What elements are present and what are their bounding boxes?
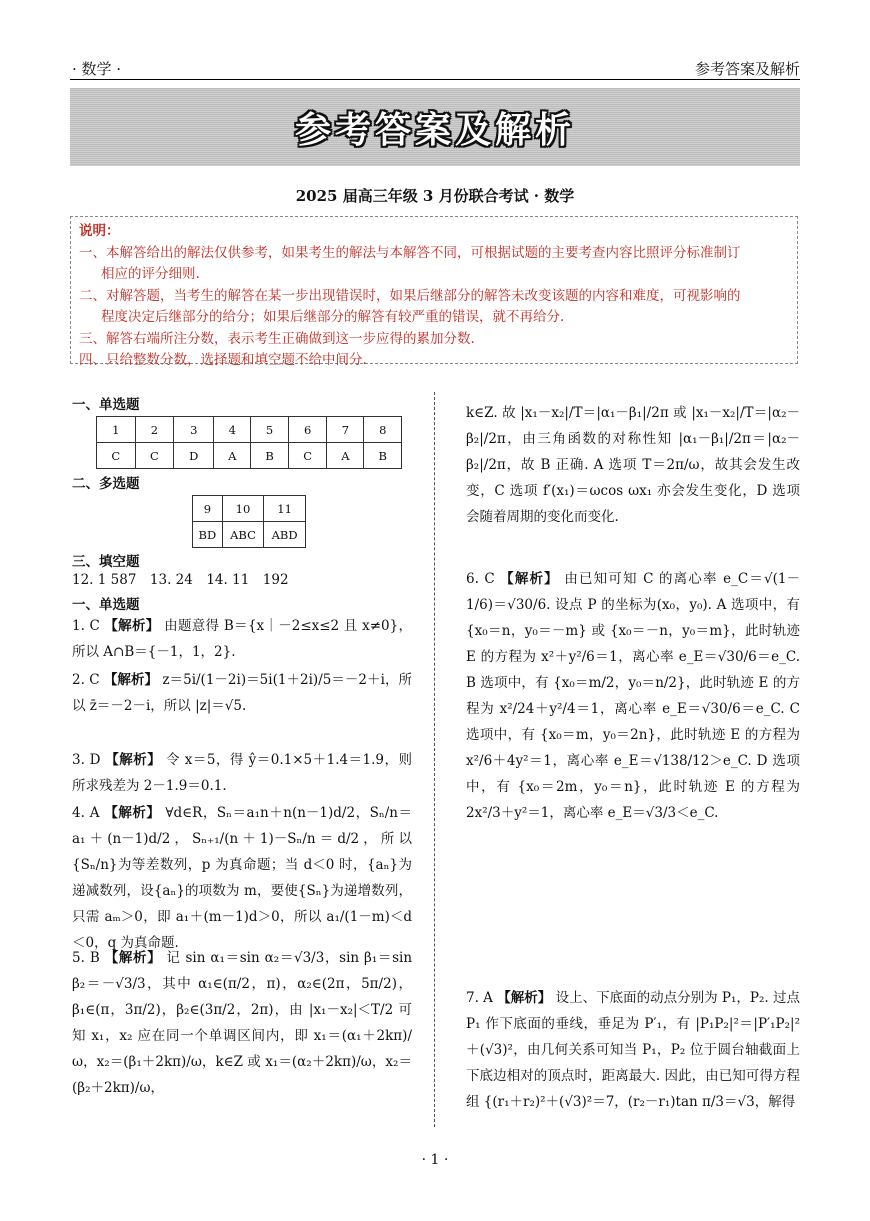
question-number: 8 <box>364 417 402 443</box>
question-number: 9 <box>193 496 223 522</box>
answer-cell: C <box>97 443 136 469</box>
item-text: 令 x＝5，得 ŷ＝0.1×5＋1.4＝1.9，则所求残差为 2－1.9＝0.1. <box>72 752 412 794</box>
solution-item-5-continued <box>466 400 800 530</box>
header-rule <box>70 79 800 80</box>
item-text: z＝5i/(1－2i)＝5i(1＋2i)/5＝－2＋i，所以 z̄＝－2－i，所以 |z|＝√5. <box>72 672 412 714</box>
section-single-choice-solutions: 一、单选题 <box>72 597 140 613</box>
instructions-title: 说明： <box>79 223 120 239</box>
instructions-box <box>70 216 798 368</box>
analysis-tag: 【解析】 <box>104 618 160 634</box>
question-number: 11 <box>264 496 306 522</box>
item-text: 设上、下底面的动点分别为 P₁，P₂. 过点 P₁ 作下底面的垂线，垂足为 P′₁，有 |P₁P₂|²＝|P′₁P₂|²＋(√3)²，由几何关系可知当 P₁，P₂ 位于圆台轴截面上下底边相对的顶点时，距离最大. 因此，由已知可得方程组 {(r₁＋r₂)²＋(√3)²＝7，(r₂－r₁)tan π/3＝√3，解得 <box>466 990 801 1110</box>
answer-cell: D <box>174 443 214 469</box>
instruction-line: 相应的评分细则. <box>101 266 200 282</box>
item-number: 4. A <box>72 805 100 821</box>
answer-cell: BD <box>193 522 223 548</box>
section-single-choice: 一、单选题 <box>72 397 140 413</box>
question-number: 1 <box>97 417 136 443</box>
instruction-line: 程度决定后继部分的给分；如果后继部分的解答有较严重的错误，就不再给分. <box>101 309 565 325</box>
instruction-line: 一、本解答给出的解法仅供参考，如果考生的解法与本解答不同，可根据试题的主要考查内容比照评分标准制订 <box>79 244 741 261</box>
answer-cell: ABC <box>222 522 263 548</box>
item-number: 6. C <box>466 571 495 587</box>
solution-item-3 <box>72 747 412 799</box>
question-number: 7 <box>327 417 364 443</box>
question-number: 10 <box>222 496 263 522</box>
analysis-tag: 【解析】 <box>105 752 162 768</box>
header-subject: · 数学 · <box>72 60 122 78</box>
multi-choice-table <box>192 495 306 548</box>
question-number: 6 <box>288 417 327 443</box>
answer-cell: B <box>251 443 288 469</box>
question-number: 4 <box>214 417 251 443</box>
answer-cell: B <box>364 443 402 469</box>
analysis-tag: 【解析】 <box>103 672 159 688</box>
question-number: 5 <box>251 417 288 443</box>
item-text: 记 sin α₁＝sin α₂＝√3/3，sin β₁＝sin β₂＝－√3/3，其中 α₁∈(π/2，π)，α₂∈(2π，5π/2)，β₁∈(π，3π/2)，β₂∈(3π/2，2π)，由 |x₁－x₂|＜T/2 可知 x₁，x₂ 应在同一个单调区间内，即 x₁＝(α₁＋2kπ)/ω，x₂＝(β₁＋2kπ)/ω，k∈Z 或 x₁＝(α₂＋2kπ)/ω，x₂＝(β₂＋2kπ)/ω， <box>72 950 413 1096</box>
single-choice-table <box>96 416 402 469</box>
analysis-tag: 【解析】 <box>497 990 552 1006</box>
question-number: 2 <box>135 417 174 443</box>
item-number: 5. B <box>72 950 100 966</box>
item-text: ∀d∈R，Sₙ＝a₁n＋n(n－1)d/2，Sₙ/n＝a₁＋(n－1)d/2，Sₙ₊₁/(n＋1)－Sₙ/n＝d/2，所以{Sₙ/n}为等差数列，p 为真命题；当 d＜0 时，{aₙ}为递减数列，设{aₙ}的项数为 m，要使{Sₙ}为递增数列，只需 aₘ＞0，即 a₁＋(m－1)d＞0，所以 a₁/(1－m)＜d＜0，q 为真命题. <box>72 805 413 951</box>
answer-cell: A <box>214 443 251 469</box>
solution-item-1 <box>72 613 412 665</box>
solution-item-2 <box>72 667 412 719</box>
header-title: 参考答案及解析 <box>694 60 800 78</box>
item-number: 3. D <box>72 752 101 768</box>
item-text: k∈Z. 故 |x₁－x₂|/T＝|α₁－β₁|/2π 或 |x₁－x₂|/T＝|α₂－β₂|/2π，由三角函数的对称性知 |α₁－β₁|/2π＝|α₂－β₂|/2π，故 B 正确. A 选项 T＝2π/ω，故其会发生改变，C 选项 f′(x₁)＝ωcos ωx₁ 亦会发生变化，D 选项会随着周期的变化而变化. <box>466 405 800 525</box>
analysis-tag: 【解析】 <box>104 805 161 821</box>
item-number: 1. C <box>72 618 100 634</box>
answer-cell: C <box>288 443 327 469</box>
solution-item-7 <box>466 985 800 1115</box>
fill-blank-answers: 12. 1 587 13. 24 14. 11 192 <box>72 572 289 588</box>
solution-item-6 <box>466 566 800 826</box>
solution-item-4 <box>72 800 412 956</box>
question-number: 3 <box>174 417 214 443</box>
item-number: 2. C <box>72 672 100 688</box>
section-fill-blank: 三、填空题 <box>72 554 140 570</box>
analysis-tag: 【解析】 <box>500 571 559 587</box>
exam-subtitle: 2025 届高三年级 3 月份联合考试 · 数学 <box>295 187 575 205</box>
title-banner <box>70 88 800 166</box>
item-text: 由题意得 B＝{x｜－2≤x≤2 且 x≠0}，所以 A∩B＝{－1，1，2}. <box>72 618 413 660</box>
instruction-line: 四、只给整数分数，选择题和填空题不给中间分. <box>79 352 367 368</box>
answer-cell: A <box>327 443 364 469</box>
item-number: 7. A <box>466 990 493 1006</box>
instruction-line: 三、解答右端所注分数，表示考生正确做到这一步应得的累加分数. <box>79 330 475 347</box>
page-number: · 1 · <box>421 1152 449 1168</box>
banner-title: 参考答案及解析 <box>294 109 575 151</box>
answer-cell: ABD <box>264 522 306 548</box>
answer-cell: C <box>135 443 174 469</box>
column-divider <box>434 392 435 1127</box>
section-multi-choice: 二、多选题 <box>72 476 140 492</box>
instruction-line: 二、对解答题，当考生的解答在某一步出现错误时，如果后继部分的解答未改变该题的内容和难度，可视影响的 <box>79 287 741 304</box>
solution-item-5 <box>72 945 412 1101</box>
item-text: 由已知可知 C 的离心率 e_C＝√(1－1/6)＝√30/6. 设点 P 的坐标为(x₀，y₀). A 选项中，有 {x₀＝n，y₀＝－m} 或 {x₀＝－n，y₀＝m}，此时轨迹 E 的方程为 x²＋y²/6＝1，离心率 e_E＝√30/6＝e_C. B 选项中，有 {x₀＝m/2，y₀＝n/2}，此时轨迹 E 的方程为 x²/24＋y²/4＝1，离心率 e_E＝√30/6＝e_C. C 选项中，有 {x₀＝m，y₀＝2n}，此时轨迹 E 的方程为 x²/6＋4y²＝1，离心率 e_E＝√138/12＞e_C. D 选项中，有 {x₀＝2m，y₀＝n}，此时轨迹 E 的方程为 2x²/3＋y²＝1，离心率 e_E＝√3/3＜e_C. <box>466 571 800 821</box>
analysis-tag: 【解析】 <box>104 950 162 966</box>
